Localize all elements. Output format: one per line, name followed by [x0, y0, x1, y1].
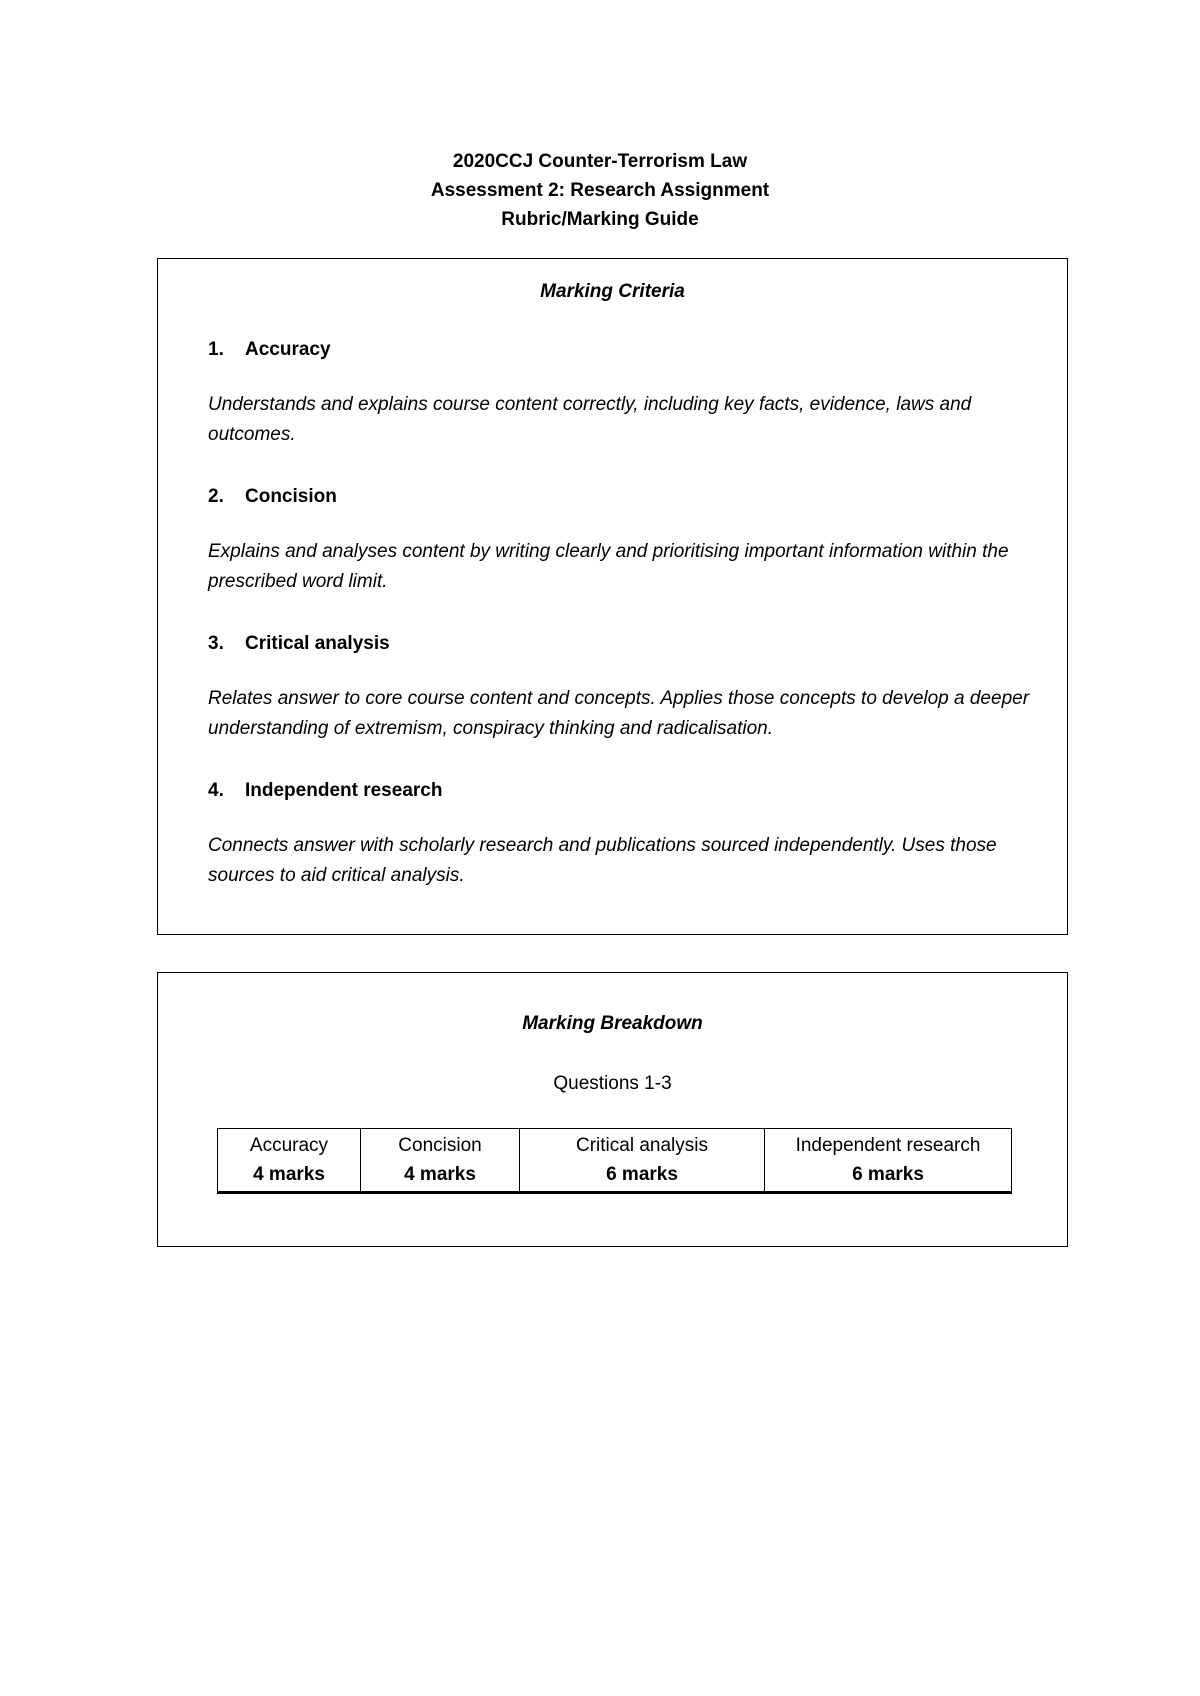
criterion-heading-accuracy [208, 339, 331, 361]
marks-cell-value: 4 marks [404, 1164, 476, 1185]
marking-criteria-box [157, 258, 1068, 935]
marking-breakdown-title: Marking Breakdown [522, 1013, 703, 1034]
marks-cell-label: Accuracy [249, 1135, 329, 1156]
questions-subtitle: Questions 1-3 [553, 1073, 672, 1094]
criterion-label: Concision [245, 486, 337, 507]
guide-title: Rubric/Marking Guide [501, 209, 699, 230]
criterion-heading-independent-research [208, 780, 442, 802]
criterion-description-independent-research: Connects answer with scholarly research and publications sourced independently. Uses those sources to aid critical analysis. [208, 835, 997, 886]
criterion-label: Critical analysis [245, 633, 390, 654]
assessment-title: Assessment 2: Research Assignment [430, 180, 770, 201]
marks-cell-value: 6 marks [852, 1164, 924, 1185]
criterion-heading-critical-analysis [208, 633, 390, 655]
marking-breakdown-box [157, 972, 1068, 1247]
marks-cell-concision [361, 1129, 520, 1193]
criterion-number: 2. [208, 486, 224, 507]
criterion-description-accuracy: Understands and explains course content correctly, including key facts, evidence, laws and outcomes. [208, 394, 972, 445]
criterion-heading-concision [208, 486, 337, 508]
marks-cell-label: Critical analysis [576, 1135, 708, 1156]
marking-criteria-title: Marking Criteria [540, 281, 685, 302]
criterion-number: 3. [208, 633, 224, 654]
marks-table [217, 1128, 1012, 1194]
marks-cell-value: 6 marks [606, 1164, 678, 1185]
table-row [218, 1129, 1012, 1193]
marks-cell-independent-research [765, 1129, 1012, 1193]
criterion-description-critical-analysis: Relates answer to core course content and concepts. Applies those concepts to develop a deeper understanding of extremism, conspiracy thinking and radicalisation. [208, 688, 1030, 739]
criterion-number: 4. [208, 780, 224, 801]
criterion-description-concision: Explains and analyses content by writing clearly and prioritising important information within the prescribed word limit. [208, 541, 1009, 592]
marks-cell-critical-analysis [520, 1129, 765, 1193]
criterion-number: 1. [208, 339, 224, 360]
marks-cell-label: Concision [398, 1135, 482, 1156]
criterion-label: Independent research [245, 780, 443, 801]
course-title: 2020CCJ Counter-Terrorism Law [452, 151, 748, 172]
document-header [0, 147, 1200, 234]
marks-cell-accuracy [218, 1129, 361, 1193]
marks-cell-value: 4 marks [253, 1164, 325, 1185]
criterion-label: Accuracy [245, 339, 331, 360]
marks-cell-label: Independent research [795, 1135, 981, 1156]
